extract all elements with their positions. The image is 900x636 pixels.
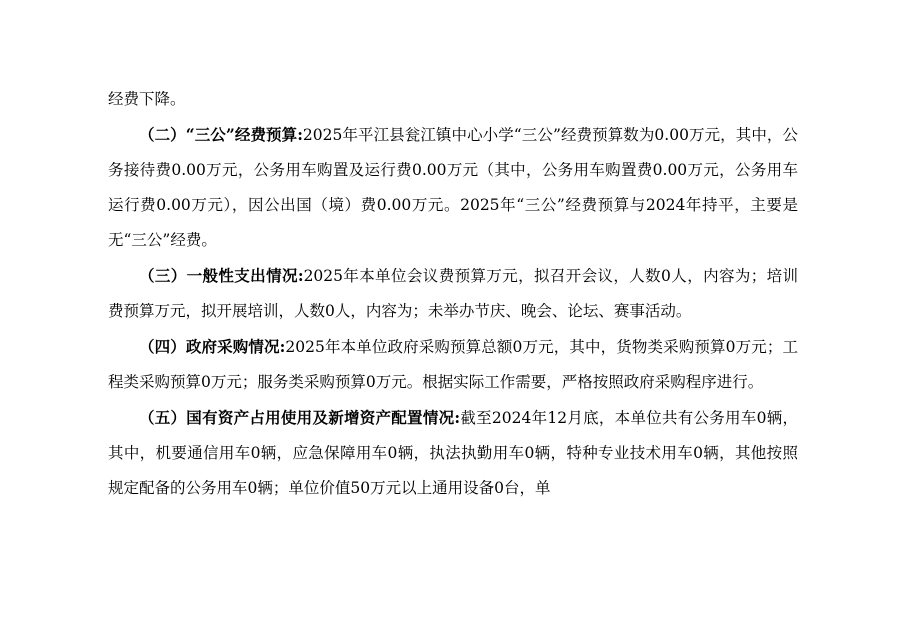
paragraph-body: 经费下降。 (108, 90, 186, 108)
document-body (108, 82, 798, 506)
paragraph-general-expenditure (108, 258, 798, 329)
paragraph-body: 2025年本单位会议费预算万元，拟召开会议，人数0人，内容为；培训费预算万元，拟开展培训，人数0人，内容为；未举办节庆、晚会、论坛、赛事活动。 (108, 267, 798, 320)
paragraph-body: 2025年平江县瓮江镇中心小学“三公”经费预算数为0.00万元，其中，公务接待费0.00万元，公务用车购置及运行费0.00万元（其中，公务用车购置费0.00万元，公务用车运行费0.00万元），因公出国（境）费0.00万元。2025年“三公”经费预算与2024年持平，主要是无“三公”经费。 (108, 126, 798, 249)
section-heading: （四）政府采购情况: (139, 337, 286, 356)
paragraph-body: 截至2024年12月底，本单位共有公务用车0辆，其中，机要通信用车0辆，应急保障用车0辆，执法执勤用车0辆，特种专业技术用车0辆，其他按照规定配备的公务用车0辆；单位价值50万元以上通用设备0台，单 (108, 409, 798, 497)
paragraph-body: 2025年本单位政府采购预算总额0万元，其中，货物类采购预算0万元；工程类采购预算0万元；服务类采购预算0万元。根据实际工作需要，严格按照政府采购程序进行。 (108, 338, 798, 391)
paragraph-three-public-budget (108, 117, 798, 258)
paragraph-state-assets (108, 400, 798, 506)
section-heading: （五）国有资产占用使用及新增资产配置情况: (139, 408, 461, 427)
section-heading: （二）“三公”经费预算: (139, 125, 303, 144)
section-heading: （三）一般性支出情况: (139, 266, 304, 285)
paragraph-continuation (108, 82, 798, 117)
paragraph-government-procurement (108, 329, 798, 400)
